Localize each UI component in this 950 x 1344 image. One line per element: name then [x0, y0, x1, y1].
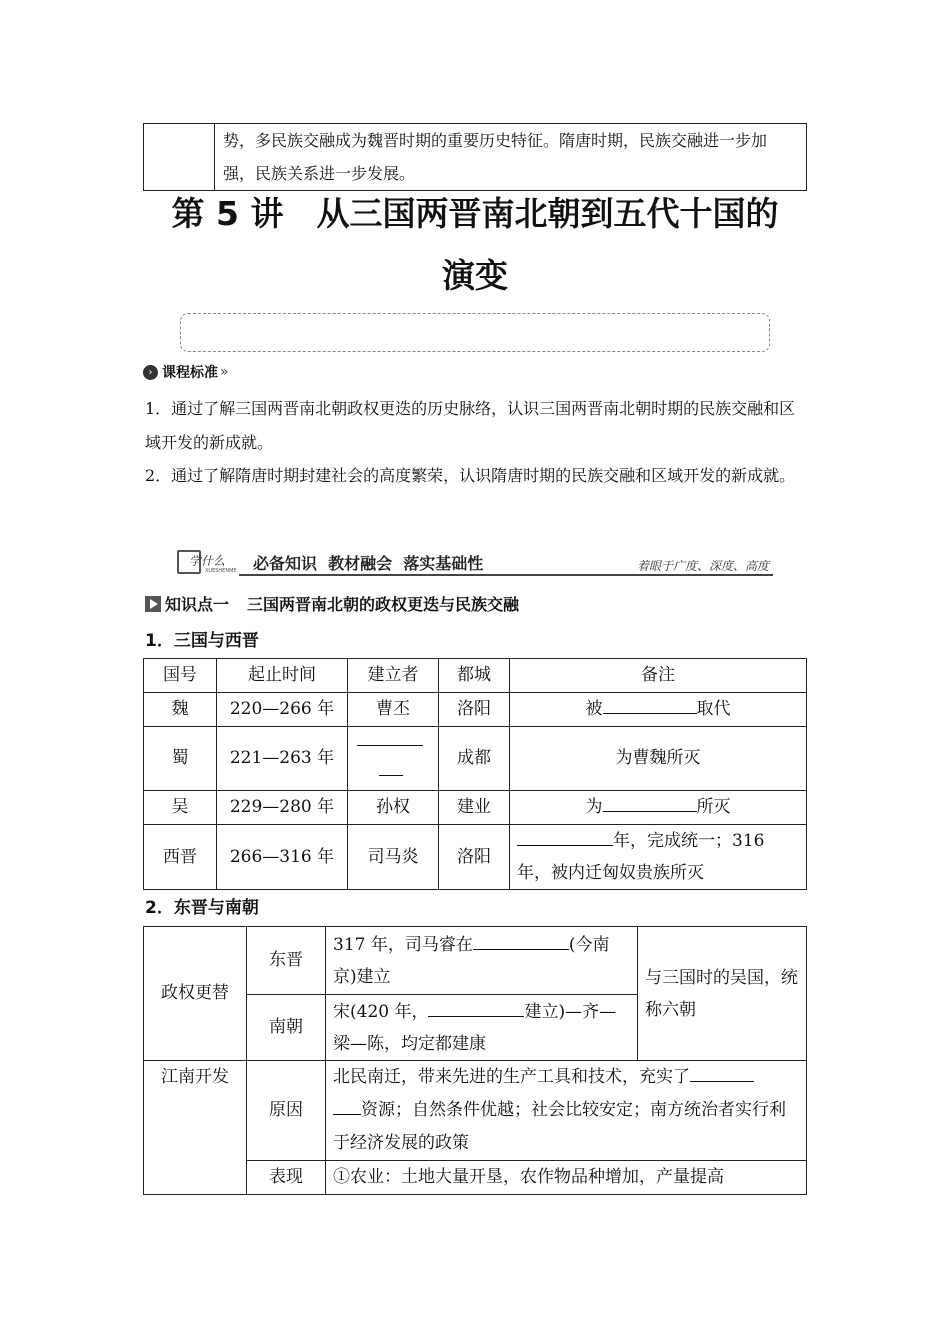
nanchao-text: 宋(420 年， 建立)—齐—梁—陈，均定都建康	[326, 995, 638, 1061]
regime-capital: 建业	[439, 791, 510, 825]
logo-text: 学什么	[189, 554, 226, 568]
regime-note: 为 所灭	[510, 791, 807, 825]
dongjin-label: 东晋	[247, 927, 326, 995]
regime-capital: 成都	[439, 727, 510, 791]
fill-blank[interactable]	[379, 757, 403, 776]
regime-note: 为曹魏所灭	[510, 727, 807, 791]
table-row	[144, 791, 807, 825]
regime-note: 被 取代	[510, 693, 807, 727]
header-cell: 国号	[144, 659, 217, 693]
standard-item-2: 2．通过了解隋唐时期封建社会的高度繁荣，认识隋唐时期的民族交融和区域开发的新成就。	[145, 466, 796, 485]
standard-item-1: 1．通过了解三国两晋南北朝政权更迭的历史脉络，认识三国两晋南北朝时期的民族交融和区域开发的新成就。	[145, 399, 796, 452]
regime-period: 266—316 年	[217, 825, 348, 890]
page-title-line1: 第 5 讲 从三国两晋南北朝到五代十国的	[171, 194, 779, 233]
regime-capital: 洛阳	[439, 825, 510, 890]
jiangnan-label: 江南开发	[144, 1061, 247, 1195]
dongjin-text: 317 年，司马睿在 (今南京)建立	[326, 927, 638, 995]
banner-side-text: 着眼于广度、深度、高度	[636, 559, 769, 573]
header-cell: 都城	[439, 659, 510, 693]
nanchao-label: 南朝	[247, 995, 326, 1061]
regime-name: 吴	[144, 791, 217, 825]
fill-blank[interactable]	[357, 727, 423, 746]
logo-sub: XUESHENME	[205, 568, 237, 574]
header-cell: 起止时间	[217, 659, 348, 693]
banner-underline	[239, 574, 773, 576]
table-row	[144, 1061, 807, 1161]
section1-heading: 1．三国与西晋	[145, 631, 259, 651]
section-banner	[175, 548, 773, 576]
regime-founder: 孙权	[348, 791, 439, 825]
dongjin-nanchao-table	[143, 926, 807, 1195]
page-title-line2: 演变	[442, 256, 508, 295]
performance-label: 表现	[247, 1161, 326, 1195]
banner-main-text: 必备知识 教材融会 落实基础性	[253, 554, 484, 573]
regime-period: 220—266 年	[217, 693, 348, 727]
table-row	[144, 727, 807, 791]
header-cell: 建立者	[348, 659, 439, 693]
performance-text: ①农业：土地大量开垦，农作物品种增加，产量提高	[326, 1161, 807, 1195]
fill-blank[interactable]	[428, 998, 524, 1017]
arrow-circle-icon: ›	[143, 365, 158, 380]
table-row	[144, 693, 807, 727]
regime-founder: 司马炎	[348, 825, 439, 890]
standard-heading-label: 课程标准	[162, 365, 218, 381]
regime-name: 魏	[144, 693, 217, 727]
table-row	[144, 825, 807, 890]
three-kingdoms-table	[143, 658, 807, 890]
regime-founder: 曹丕	[348, 693, 439, 727]
reason-label: 原因	[247, 1061, 326, 1161]
double-chevron-icon: »	[220, 364, 229, 380]
reason-text: 北民南迁，带来先进的生产工具和技术，充实了 资源；自然条件优越；社会比较安定；南方统治者实行利于经济发展的政策	[326, 1061, 807, 1161]
regime-name: 蜀	[144, 727, 217, 791]
knowledge-point-title: 三国两晋南北朝的政权更迭与民族交融	[247, 595, 520, 614]
fill-blank[interactable]	[603, 793, 697, 812]
knowledge-point-label: 知识点一	[165, 595, 230, 614]
header-cell: 备注	[510, 659, 807, 693]
fill-blank[interactable]	[690, 1063, 754, 1082]
table-row	[144, 927, 807, 995]
section2-heading: 2．东晋与南朝	[145, 898, 259, 918]
fill-blank[interactable]	[473, 931, 569, 950]
regime-period: 229—280 年	[217, 791, 348, 825]
regime-capital: 洛阳	[439, 693, 510, 727]
play-icon	[145, 596, 161, 612]
standard-heading	[143, 362, 229, 382]
fill-blank[interactable]	[603, 695, 697, 714]
six-dynasties-note: 与三国时的吴国，统称六朝	[638, 927, 807, 1061]
table-header-row	[144, 659, 807, 693]
continuation-text: 势，多民族交融成为魏晋时期的重要历史特征。隋唐时期，民族交融进一步加强，民族关系进一步发展。	[215, 124, 807, 191]
page-title	[0, 188, 950, 302]
regime-note: 年，完成统一；316 年，被内迁匈奴贵族所灭	[510, 825, 807, 890]
regime-change-label: 政权更替	[144, 927, 247, 1061]
regime-founder	[348, 727, 439, 791]
dashed-box	[180, 313, 770, 352]
regime-name: 西晋	[144, 825, 217, 890]
continuation-table	[143, 123, 807, 191]
continuation-empty-cell	[144, 124, 215, 191]
regime-period: 221—263 年	[217, 727, 348, 791]
knowledge-point-heading	[145, 592, 519, 615]
fill-blank[interactable]	[517, 827, 613, 846]
fill-blank[interactable]	[333, 1096, 361, 1115]
